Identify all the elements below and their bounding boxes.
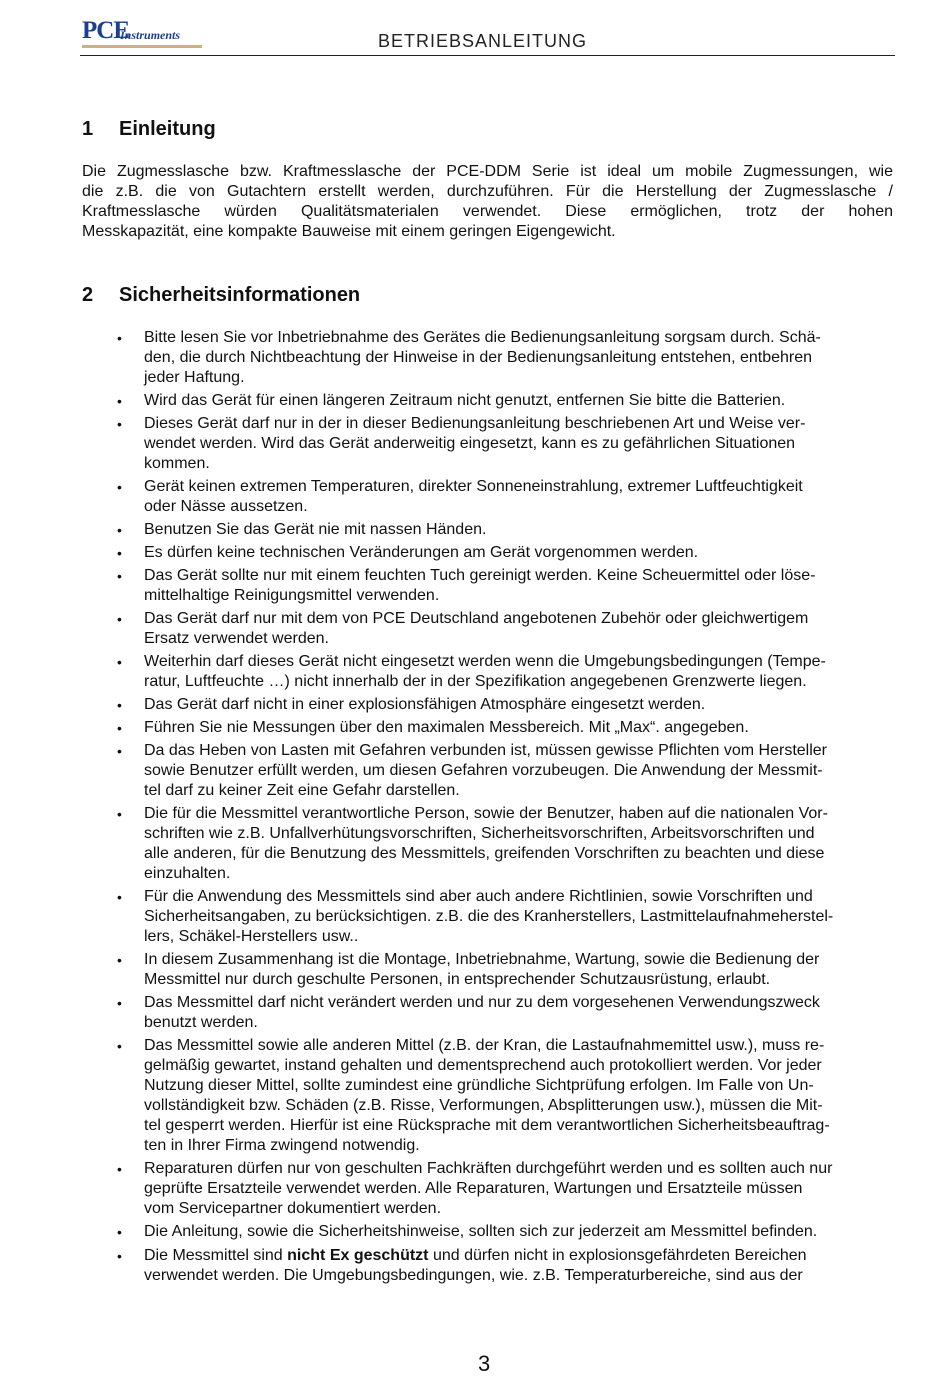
logo-underline (82, 45, 202, 48)
safety-item-line: geprüfte Ersatzteile verwendet werden. Alle Reparaturen, Wartungen und Ersatzteile müssen (144, 1180, 803, 1197)
safety-item-line: • Da das Heben von Lasten mit Gefahren verbunden ist, müssen gewisse Pflichten vom Hersteller (144, 742, 828, 759)
safety-list-item (0, 1222, 870, 1242)
safety-item-line: tel gesperrt werden. Hierfür ist eine Rücksprache mit dem verantwortlichen Sicherheitsbeauftrag- (144, 1117, 830, 1134)
intro-line: Messkapazität, eine kompakte Bauweise mit einem geringen Eigengewicht. (82, 223, 616, 240)
intro-line: die z.B. die von Gutachtern erstellt werden, durchzuführen. Für die Herstellung der Zugmesslasche / (82, 183, 893, 200)
safety-list-item (0, 543, 870, 563)
safety-item-line: tel darf zu keiner Zeit eine Gefahr darstellen. (144, 782, 460, 799)
safety-item-line: • Die Anleitung, sowie die Sicherheitshinweise, sollten sich zur jederzeit am Messmittel befinden. (144, 1223, 818, 1240)
safety-list-item (0, 1246, 870, 1286)
intro-paragraph (82, 162, 893, 242)
safety-item-line: sowie Benutzer erfüllt werden, um diesen Gefahren vorzubeugen. Die Anwendung der Messmit- (144, 762, 823, 779)
safety-item-line: • Dieses Gerät darf nur in der in dieser Bedienungsanleitung beschriebenen Art und Weise ver- (144, 415, 806, 432)
safety-list-item (0, 718, 870, 738)
safety-item-line: • Die für die Messmittel verantwortliche Person, sowie der Benutzer, haben auf die nationalen Vor- (144, 805, 828, 822)
safety-list-item (0, 1159, 870, 1219)
safety-item-line: benutzt werden. (144, 1014, 258, 1031)
safety-item-line: wendet werden. Wird das Gerät anderweitig eingesetzt, kann es zu gefährlichen Situationen (144, 435, 796, 452)
safety-item-line (144, 1246, 870, 1266)
safety-item-line: • Für die Anwendung des Messmittels sind aber auch andere Richtlinien, sowie Vorschriften und (144, 888, 813, 905)
document-title: BETRIEBSANLEITUNG (378, 31, 588, 51)
safety-list-item (0, 414, 870, 474)
safety-list-item (0, 887, 870, 947)
safety-item-line: Sicherheitsangaben, zu berücksichtigen. z.B. die des Kranherstellers, Lastmittelaufnahmeherstel- (144, 908, 834, 925)
safety-item-line: • Das Gerät darf nur mit dem von PCE Deutschland angebotenen Zubehör oder gleichwertigem (144, 610, 809, 627)
safety-list-item (0, 950, 870, 990)
safety-list-item (0, 477, 870, 517)
safety-item-line: • Führen Sie nie Messungen über den maximalen Messbereich. Mit „Max“. angegeben. (144, 719, 749, 736)
safety-item-line: • Wird das Gerät für einen längeren Zeitraum nicht genutzt, entfernen Sie bitte die Batterien. (144, 392, 786, 409)
safety-item-line: • Benutzen Sie das Gerät nie mit nassen Händen. (144, 521, 487, 538)
safety-item-line: • Es dürfen keine technischen Veränderungen am Gerät vorgenommen werden. (144, 544, 699, 561)
safety-list (0, 328, 950, 1289)
safety-item-line: • Das Messmittel darf nicht verändert werden und nur zu dem vorgesehenen Verwendungszweck (144, 994, 820, 1011)
logo-sub-text: Instruments (120, 28, 181, 42)
pce-instruments-logo (82, 19, 202, 49)
safety-item-line: den, die durch Nichtbeachtung der Hinweise in der Bedienungsanleitung entstehen, entbehren (144, 349, 813, 366)
intro-line: Die Zugmesslasche bzw. Kraftmesslasche der PCE-DDM Serie ist ideal um mobile Zugmessungen, wie (82, 163, 893, 180)
emphasis-text: nicht Ex geschützt (287, 1247, 429, 1264)
safety-item-line: gelmäßig gewartet, instand gehalten und dementsprechend auch protokolliert werden. Vor jeder (144, 1057, 822, 1074)
safety-item-line: vollständigkeit bzw. Schäden (z.B. Risse, Verformungen, Absplitterungen usw.), müssen die Mit- (144, 1097, 823, 1114)
section-1-heading (82, 118, 216, 141)
intro-line: Kraftmesslasche würden Qualitätsmaterialen verwendet. Diese ermöglichen, trotz der hohen (82, 203, 893, 220)
section-1-title: Einleitung (119, 118, 216, 140)
safety-item-text: und dürfen nicht in explosionsgefährdeten Bereichen (428, 1247, 807, 1264)
header-divider (80, 55, 895, 56)
safety-list-item (0, 609, 870, 649)
safety-list-item (0, 804, 870, 884)
safety-item-line: vom Servicepartner dokumentiert werden. (144, 1200, 442, 1217)
safety-item-line: schriften wie z.B. Unfallverhütungsvorschriften, Sicherheitsvorschriften, Arbeitsvorschriften und (144, 825, 815, 842)
safety-item-line: Ersatz verwendet werden. (144, 630, 329, 647)
safety-item-line: • In diesem Zusammenhang ist die Montage, Inbetriebnahme, Wartung, sowie die Bedienung der (144, 951, 820, 968)
logo-main-text: PCE (82, 17, 129, 44)
safety-item-line: Messmittel nur durch geschulte Personen, in entsprechender Schutzausrüstung, erlaubt. (144, 971, 771, 988)
safety-list-item (0, 1036, 870, 1156)
safety-list-item (0, 652, 870, 692)
safety-item-line: • Das Messmittel sowie alle anderen Mittel (z.B. der Kran, die Lastaufnahmemittel usw.), muss re- (144, 1037, 825, 1054)
safety-item-line: einzuhalten. (144, 865, 231, 882)
safety-item-line: lers, Schäkel-Herstellers usw.. (144, 928, 359, 945)
safety-item-line: • Weiterhin darf dieses Gerät nicht eingesetzt werden wenn die Umgebungsbedingungen (Tempe- (144, 653, 826, 670)
section-2-number: 2 (82, 284, 94, 306)
safety-item-line: oder Nässe aussetzen. (144, 498, 308, 515)
safety-item-line: kommen. (144, 455, 210, 472)
section-2-title: Sicherheitsinformationen (119, 284, 361, 306)
safety-list-item (0, 520, 870, 540)
safety-item-line: ten in Ihrer Firma zwingend notwendig. (144, 1137, 420, 1154)
safety-item-line: ratur, Luftfeuchte …) nicht innerhalb der in der Spezifikation angegebenen Grenzwerte liegen. (144, 673, 807, 690)
safety-item-line: • Bitte lesen Sie vor Inbetriebnahme des Gerätes die Bedienungsanleitung sorgsam durch. Schä- (144, 329, 821, 346)
page-number: 3 (478, 1351, 491, 1376)
safety-item-line: alle anderen, für die Benutzung des Messmittels, greifenden Vorschriften zu beachten und diese (144, 845, 825, 862)
safety-item-line: mittelhaltige Reinigungsmittel verwenden. (144, 587, 440, 604)
safety-list-item (0, 741, 870, 801)
safety-item-line: • Gerät keinen extremen Temperaturen, direkter Sonneneinstrahlung, extremer Luftfeuchtigkeit (144, 478, 803, 495)
safety-item-text: Die Messmittel sind (144, 1247, 288, 1264)
safety-item-line: • Das Gerät darf nicht in einer explosionsfähigen Atmosphäre eingesetzt werden. (144, 696, 706, 713)
safety-list-item (0, 695, 870, 715)
safety-item-line: • Reparaturen dürfen nur von geschulten Fachkräften durchgeführt werden und es sollten auch nur (144, 1160, 833, 1177)
safety-item-line: verwendet werden. Die Umgebungsbedingungen, wie. z.B. Temperaturbereiche, sind aus der (144, 1267, 803, 1284)
safety-list-item (0, 566, 870, 606)
safety-list-item (0, 391, 870, 411)
safety-item-line: • Das Gerät sollte nur mit einem feuchten Tuch gereinigt werden. Keine Scheuermittel oder löse- (144, 567, 816, 584)
safety-item-line: jeder Haftung. (144, 369, 245, 386)
safety-list-item (0, 993, 870, 1033)
safety-list-item (0, 328, 870, 388)
section-2-heading (82, 284, 360, 307)
section-1-number: 1 (82, 118, 94, 140)
safety-item-line: Nutzung dieser Mittel, sollte zumindest eine gründliche Sichtprüfung erfolgen. Im Falle von Un- (144, 1077, 814, 1094)
